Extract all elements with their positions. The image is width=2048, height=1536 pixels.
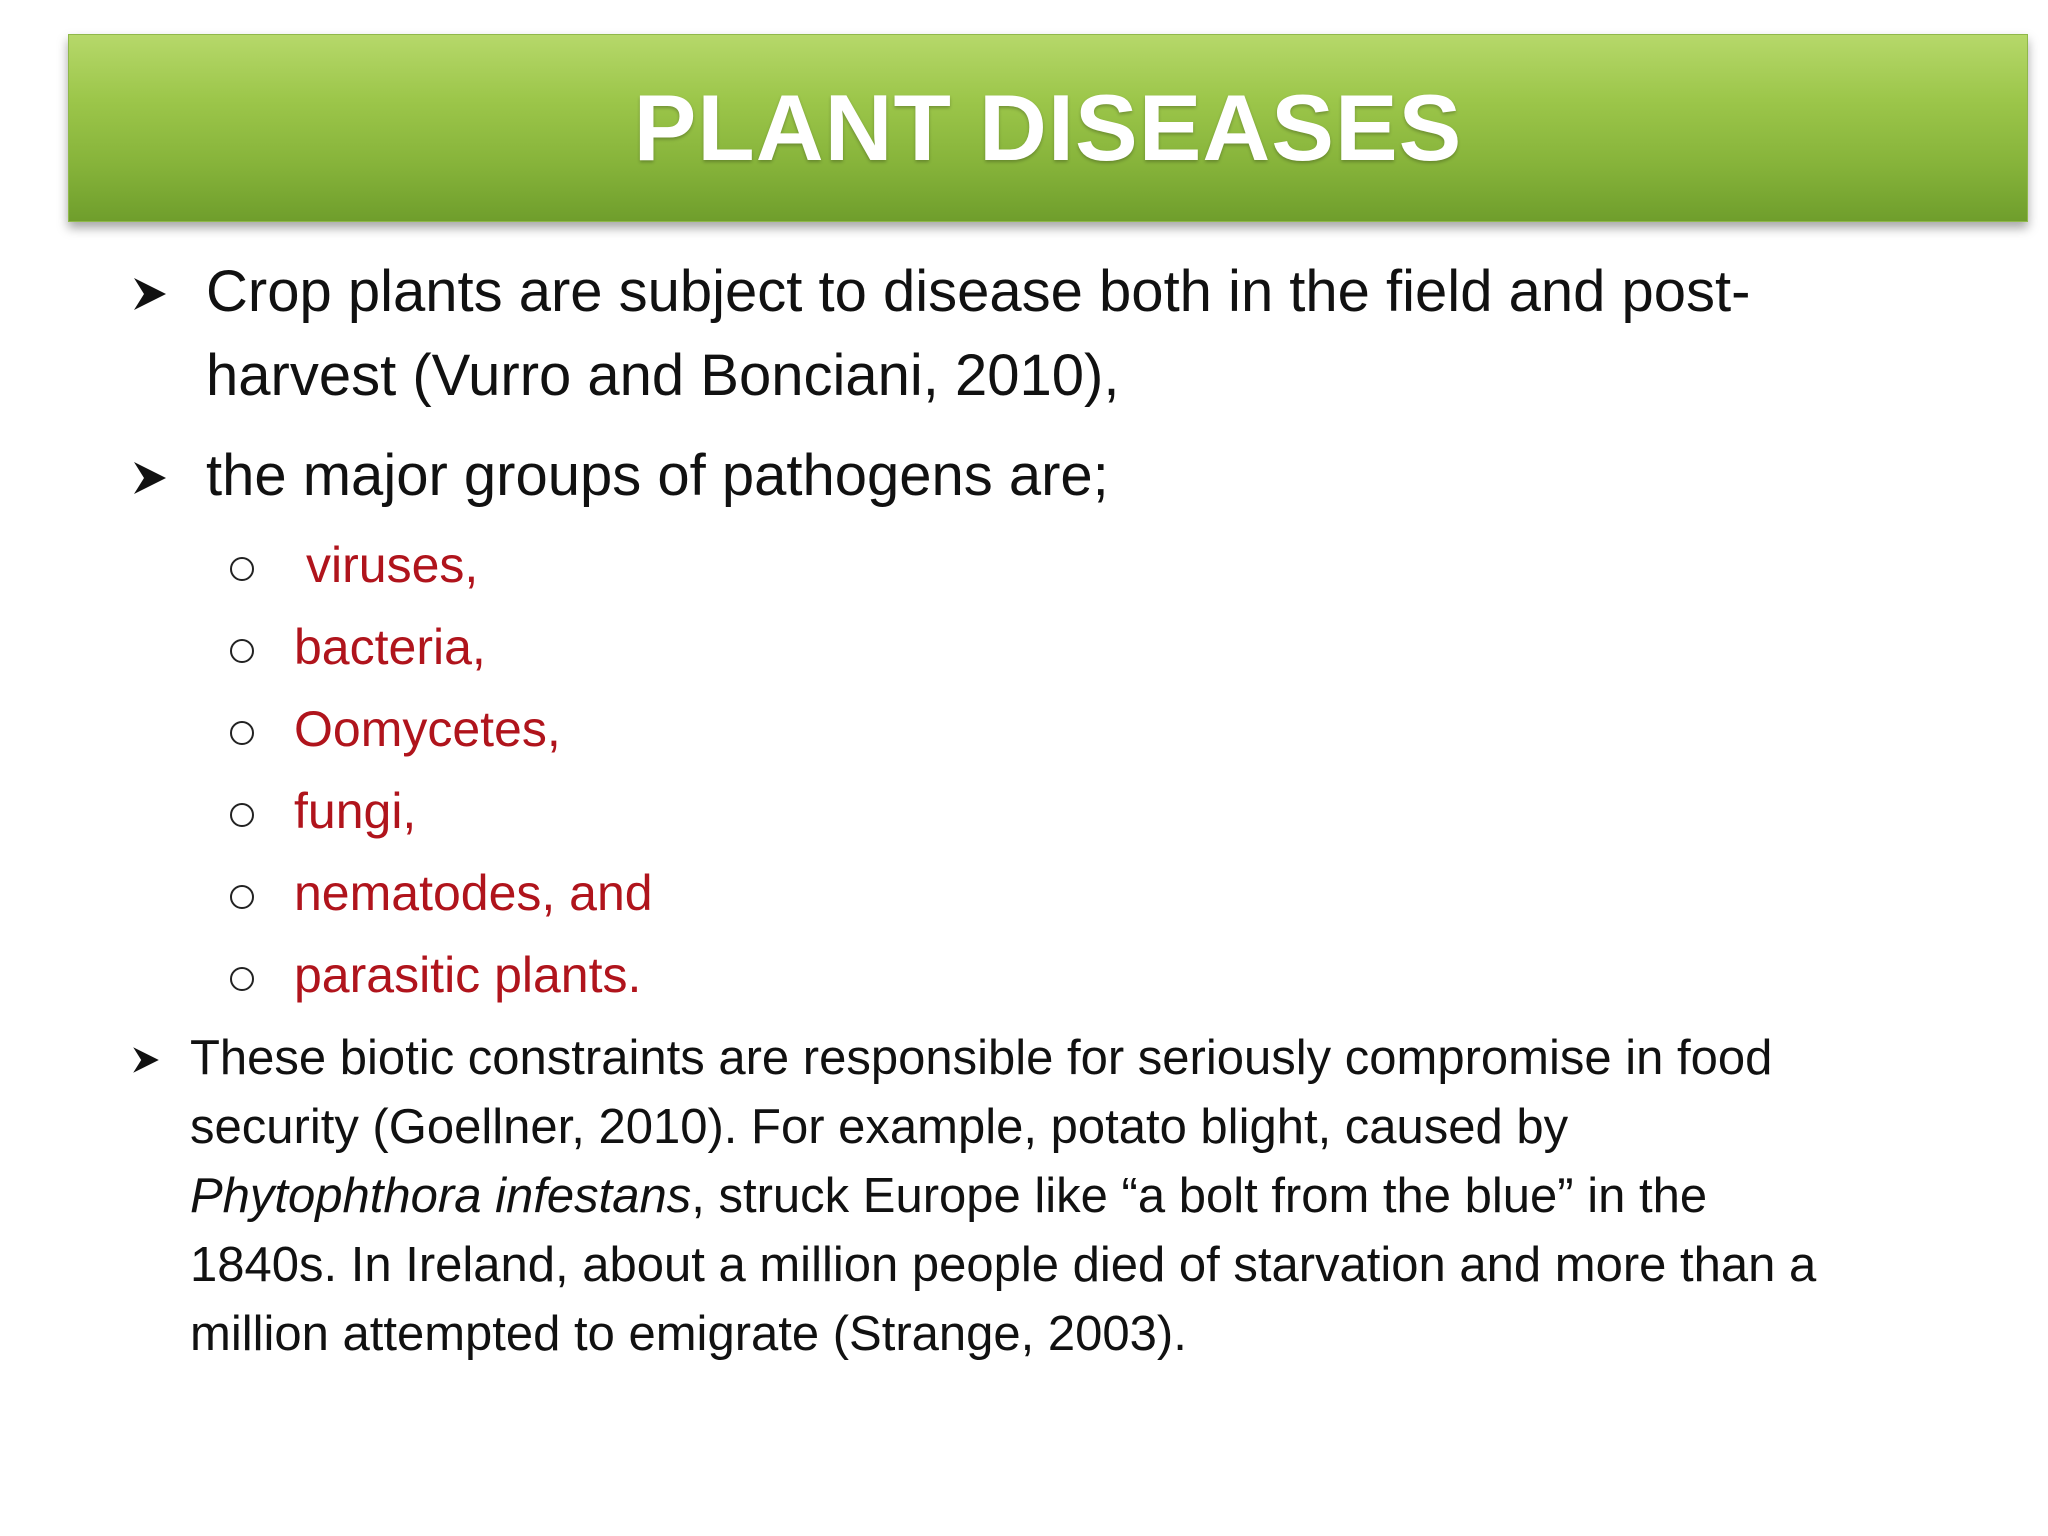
bullet-2	[130, 434, 1109, 518]
bullet-1-line-1: Crop plants are subject to disease both in the field and post-	[206, 259, 1751, 324]
pathogen-label: viruses,	[306, 537, 479, 593]
pathogen-label: Oomycetes,	[294, 701, 561, 757]
pathogen-item	[230, 940, 641, 1010]
pathogen-item	[230, 858, 653, 928]
slide-title: PLANT DISEASES	[633, 75, 1463, 180]
arrow-bullet-icon	[130, 1044, 162, 1076]
circle-bullet-icon	[230, 885, 254, 909]
bullet-3-line-1: These biotic constraints are responsible for seriously compromise in food	[190, 1031, 1773, 1085]
bullet-3-line-3-rest: , struck Europe like “a bolt from the blue” in the	[691, 1169, 1708, 1223]
bullet-1-line-2: harvest (Vurro and Bonciani, 2010),	[206, 343, 1120, 408]
arrow-bullet-icon	[130, 458, 170, 498]
pathogen-label: fungi,	[294, 783, 417, 839]
pathogen-item	[230, 530, 478, 600]
pathogen-label: nematodes, and	[294, 865, 653, 921]
pathogen-item	[230, 776, 416, 846]
pathogen-label: bacteria,	[294, 619, 486, 675]
bullet-3-line-4: 1840s. In Ireland, about a million people died of starvation and more than a	[190, 1238, 1817, 1292]
title-banner	[68, 34, 2028, 222]
circle-bullet-icon	[230, 967, 254, 991]
species-name: Phytophthora infestans	[190, 1169, 692, 1223]
bullet-3-line-2: security (Goellner, 2010). For example, potato blight, caused by	[190, 1100, 1569, 1154]
circle-bullet-icon	[230, 639, 254, 663]
bullet-1-text	[206, 250, 1750, 418]
bullet-3	[130, 1024, 1816, 1369]
pathogen-label: parasitic plants.	[294, 947, 642, 1003]
bullet-3-line-3	[190, 1162, 1816, 1231]
circle-bullet-icon	[230, 721, 254, 745]
bullet-3-text	[190, 1024, 1816, 1369]
circle-bullet-icon	[230, 557, 254, 581]
pathogen-item	[230, 612, 486, 682]
bullet-2-text: the major groups of pathogens are;	[206, 443, 1109, 508]
bullet-1	[130, 250, 1750, 418]
circle-bullet-icon	[230, 803, 254, 827]
arrow-bullet-icon	[130, 274, 170, 314]
pathogen-item	[230, 694, 561, 764]
bullet-3-line-5: million attempted to emigrate (Strange, 2003).	[190, 1307, 1187, 1361]
